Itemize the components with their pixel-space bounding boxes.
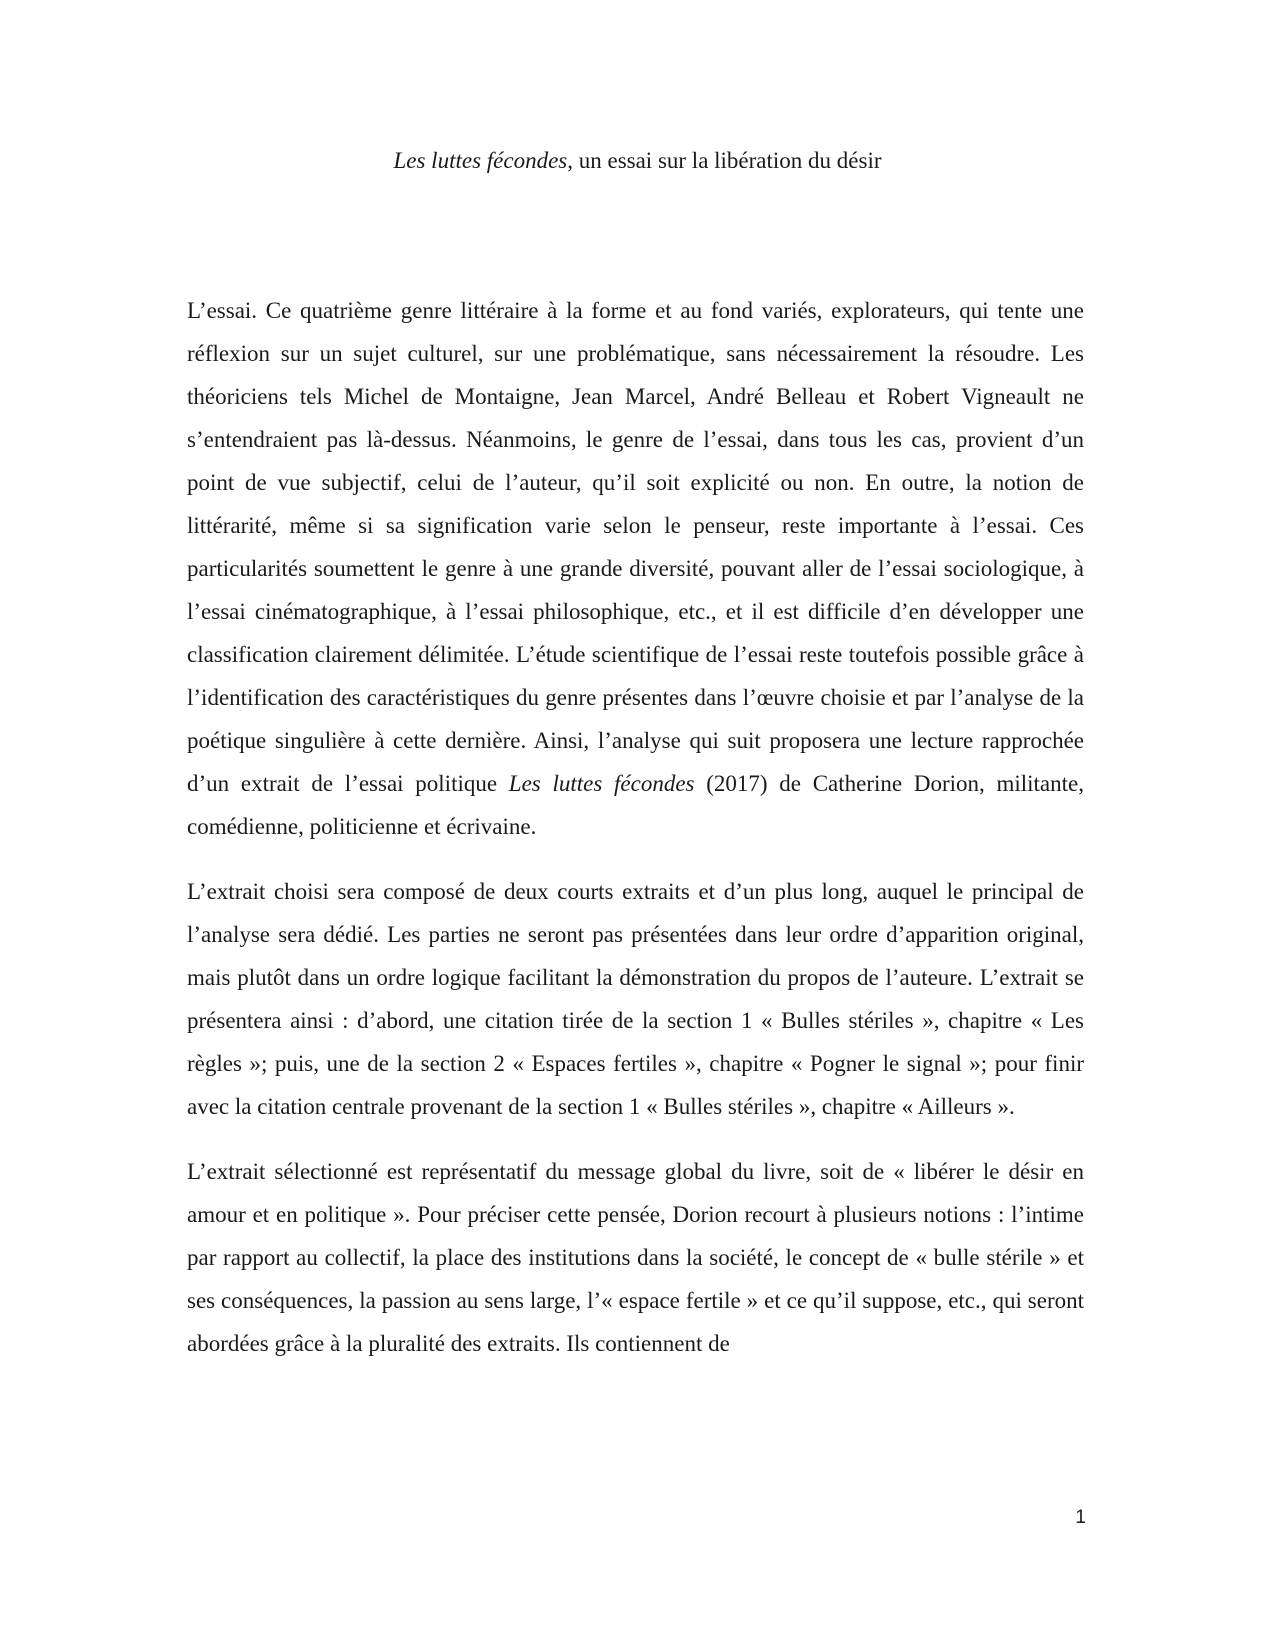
page-number: 1	[1075, 1507, 1086, 1528]
paragraph-introduction-text: L’essai. Ce quatrième genre littéraire à la forme et au fond variés, explorateurs, qui tente une réflexion sur un sujet culturel, sur une problématique, sans nécessairement la résoudre. Les théoriciens tels Michel de Montaigne, Jean Marcel, André Belleau et Robert Vigneault ne s’entendraient pas là-dessus. Néanmoins, le genre de l’essai, dans tous les cas, provient d’un point de vue subjectif, celui de l’auteur, qu’il soit explicité ou non. En outre, la notion de littérarité, même si sa signification varie selon le penseur, reste importante à l’essai. Ces particularités soumettent le genre à une grande diversité, pouvant aller de l’essai sociologique, à l’essai cinématographique, à l’essai philosophique, etc., et il est difficile d’en développer une classification clairement délimitée. L’étude scientifique de l’essai reste toutefois possible grâce à l’identification des caractéristiques du genre présentes dans l’œuvre choisie et par l’analyse de la poétique singulière à cette dernière. Ainsi, l’analyse qui suit proposera une lecture rapprochée d’un extrait de l’essai politique	[187, 298, 1084, 796]
paragraph-extract-description: L’extrait choisi sera composé de deux courts extraits et d’un plus long, auquel le principal de l’analyse sera dédié. Les parties ne seront pas présentées dans leur ordre d’apparition original, mais plutôt dans un ordre logique facilitant la démonstration du propos de l’auteure. L’extrait se présentera ainsi : d’abord, une citation tirée de la section 1 « Bulles stériles », chapitre « Les règles »; puis, une de la section 2 « Espaces fertiles », chapitre « Pogner le signal »; pour finir avec la citation centrale provenant de la section 1 « Bulles stériles », chapitre « Ailleurs ».	[187, 879, 1084, 1119]
document-body	[187, 289, 1084, 1365]
document-title	[0, 146, 1275, 176]
paragraph-introduction-end: (2017) de Catherine Dorion, militante, comédienne, politicienne et écrivaine.	[187, 771, 1084, 839]
title-rest: , un essai sur la libération du désir	[567, 148, 882, 173]
book-title-italic: Les luttes fécondes	[393, 148, 568, 173]
paragraph-extract-analysis: L’extrait sélectionné est représentatif du message global du livre, soit de « libérer le désir en amour et en politique ». Pour préciser cette pensée, Dorion recourt à plusieurs notions : l’intime par rapport au collectif, la place des institutions dans la société, le concept de « bulle stérile » et ses conséquences, la passion au sens large, l’« espace fertile » et ce qu’il suppose, etc., qui seront abordées grâce à la pluralité des extraits. Ils contiennent de	[187, 1159, 1084, 1356]
book-title-inline: Les luttes fécondes	[508, 771, 695, 796]
paragraph-introduction	[187, 289, 1084, 848]
